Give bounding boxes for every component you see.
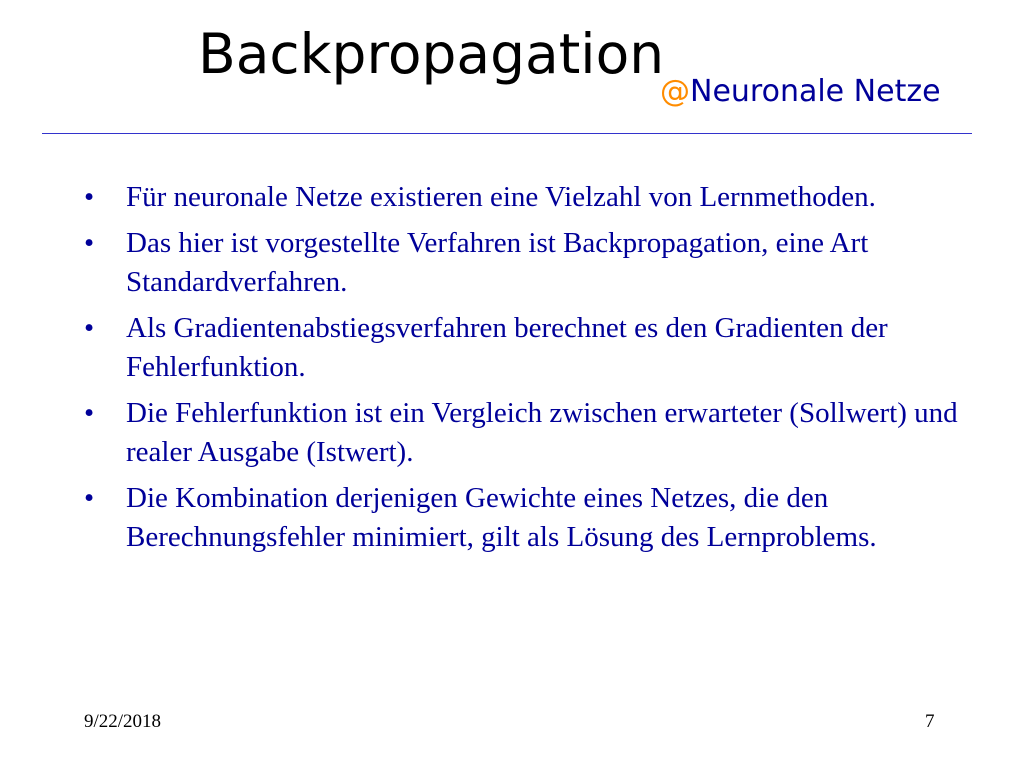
bullet-icon: •: [84, 482, 95, 514]
page-number: 7: [925, 711, 935, 732]
bullet-text: Für neuronale Netze existieren eine Vielzahl von Lernmethoden.: [126, 181, 876, 213]
bullet-list: [84, 178, 964, 564]
bullet-item: [84, 178, 964, 217]
bullet-icon: •: [84, 312, 95, 344]
bullet-text: Das hier ist vorgestellte Verfahren ist Backpropagation, eine Art Standardverfahren.: [126, 227, 869, 298]
bullet-icon: •: [84, 227, 95, 259]
bullet-text: Die Fehlerfunktion ist ein Vergleich zwischen erwarteter (Sollwert) und realer Ausgabe (Istwert).: [126, 397, 958, 468]
bullet-item: [84, 224, 964, 302]
subtitle-at-sign: @: [660, 74, 690, 109]
bullet-item: [84, 394, 964, 472]
bullet-text: Als Gradientenabstiegsverfahren berechnet es den Gradienten der Fehlerfunktion.: [126, 312, 888, 383]
footer-date: 9/22/2018: [84, 711, 162, 732]
bullet-icon: •: [84, 181, 95, 213]
bullet-item: [84, 479, 964, 557]
bullet-item: [84, 309, 964, 387]
slide-subtitle: [660, 74, 941, 110]
slide-title: Backpropagation: [198, 22, 665, 86]
title-divider: [42, 133, 972, 134]
bullet-icon: •: [84, 397, 95, 429]
bullet-text: Die Kombination derjenigen Gewichte eines Netzes, die den Berechnungsfehler minimiert, gilt als Lösung des Lernproblems.: [126, 482, 877, 553]
subtitle-text: Neuronale Netze: [690, 74, 941, 109]
